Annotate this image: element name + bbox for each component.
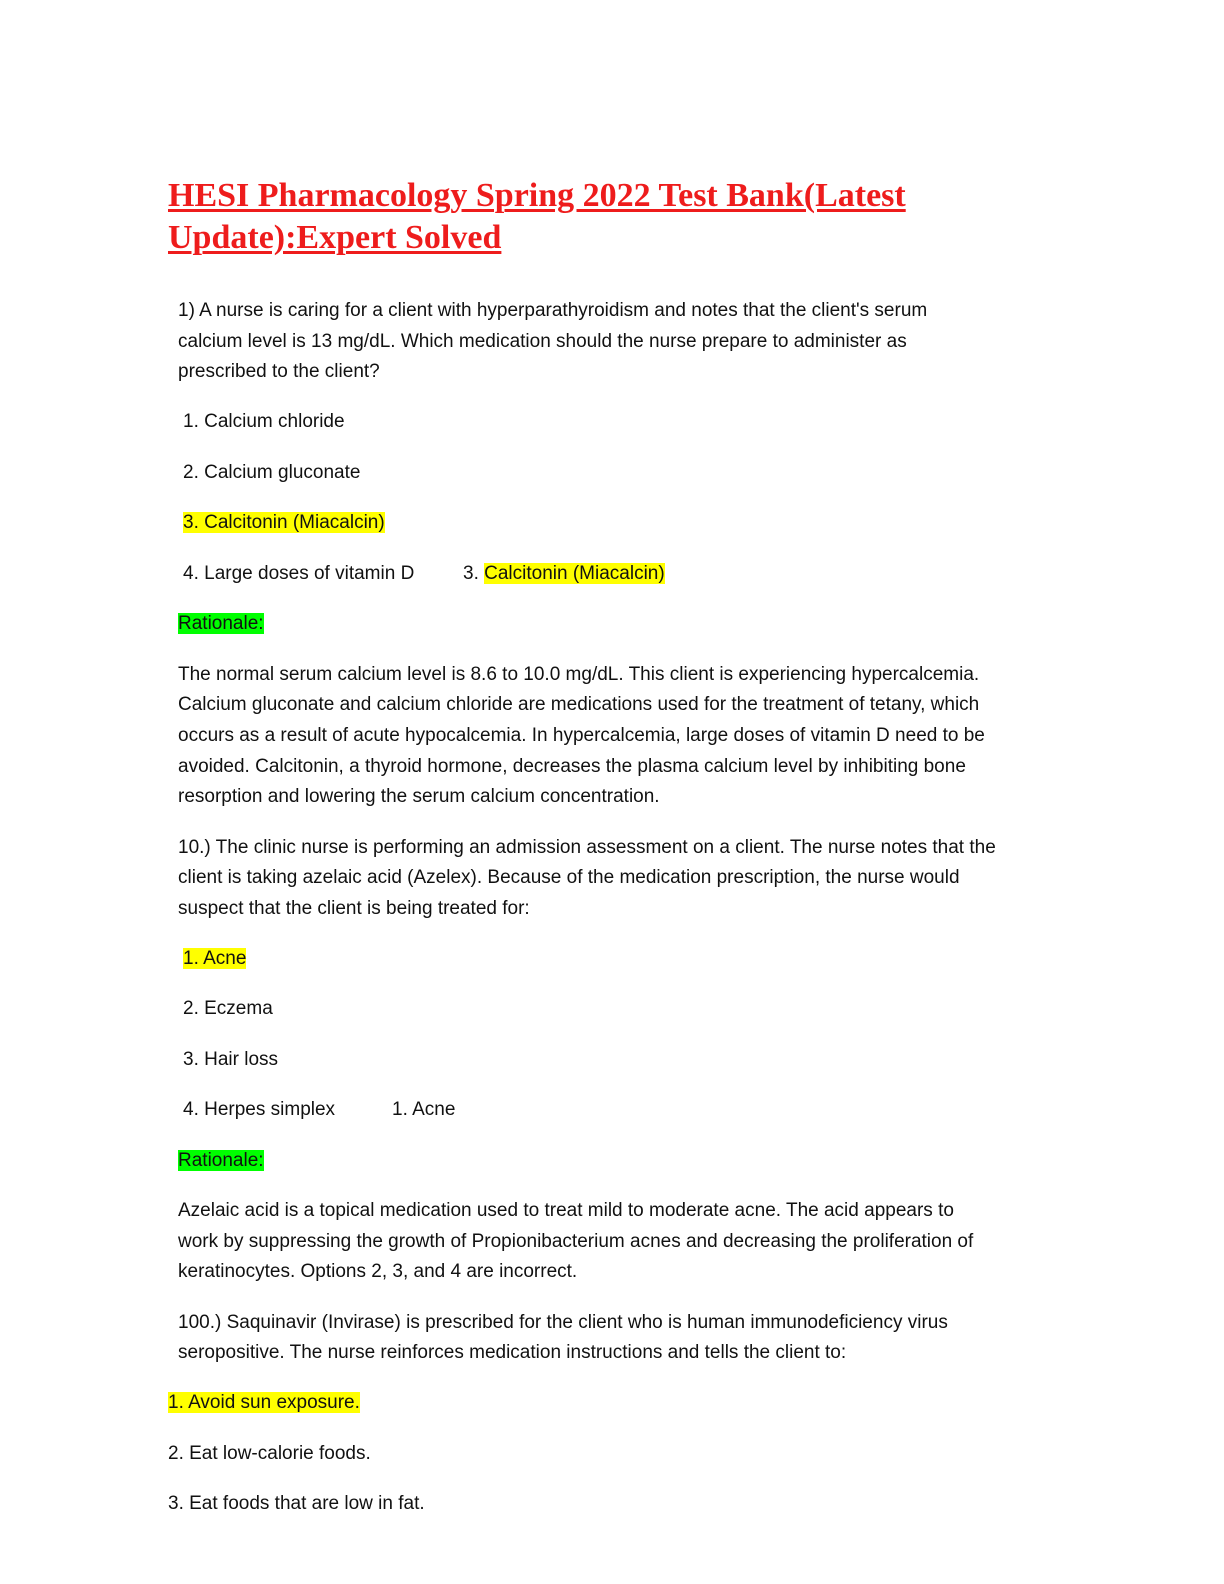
q1-stem-line-3: prescribed to the client? (178, 361, 380, 382)
q100-option-1-highlight: 1. Avoid sun exposure. (168, 1392, 360, 1413)
q10-rationale-line-1: Azelaic acid is a topical medication used to treat mild to moderate acne. The acid appears to (178, 1200, 954, 1221)
q1-rationale-line-5: resorption and lowering the serum calcium concentration. (178, 786, 660, 807)
q10-rationale-label (178, 1146, 264, 1177)
q10-answer: 1. Acne (392, 1099, 456, 1120)
q10-option-1-highlight: 1. Acne (183, 948, 247, 969)
q10-option-1 (183, 944, 246, 975)
q1-rationale-line-1: The normal serum calcium level is 8.6 to 10.0 mg/dL. This client is experiencing hypercalcemia. (178, 664, 980, 685)
q1-stem-line-1: 1) A nurse is caring for a client with hyperparathyroidism and notes that the client's serum (178, 300, 928, 321)
q1-option-4: 4. Large doses of vitamin D (183, 563, 415, 584)
title-line-2: Update):Expert Solved (168, 219, 502, 256)
q10-option-4: 4. Herpes simplex (183, 1099, 336, 1120)
document-title (168, 175, 1068, 259)
q10-stem-line-2: client is taking azelaic acid (Azelex). Because of the medication prescription, the nurse would (178, 867, 960, 888)
q1-rationale-line-3: occurs as a result of acute hypocalcemia. In hypercalcemia, large doses of vitamin D need to be (178, 725, 985, 746)
q10-rationale-label-highlight: Rationale: (178, 1150, 264, 1171)
q100-stem-line-1: 100.) Saquinavir (Invirase) is prescribed for the client who is human immunodeficiency virus (178, 1312, 948, 1333)
q1-option-3-highlight: 3. Calcitonin (Miacalcin) (183, 512, 385, 533)
q1-answer-prefix: 3. (463, 563, 485, 584)
q100-option-3: 3. Eat foods that are low in fat. (168, 1493, 425, 1514)
q1-rationale-label-highlight: Rationale: (178, 613, 264, 634)
q1-option-3 (183, 508, 385, 539)
q1-stem-line-2: calcium level is 13 mg/dL. Which medication should the nurse prepare to administer as (178, 331, 907, 352)
q1-option-1: 1. Calcium chloride (183, 411, 345, 432)
q1-rationale-line-4: avoided. Calcitonin, a thyroid hormone, decreases the plasma calcium level by inhibiting bone (178, 756, 966, 777)
title-line-1: HESI Pharmacology Spring 2022 Test Bank(Latest (168, 177, 906, 214)
q100-option-2: 2. Eat low-calorie foods. (168, 1443, 371, 1464)
q10-rationale-line-2: work by suppressing the growth of Propionibacterium acnes and decreasing the proliferation of (178, 1231, 974, 1252)
q1-answer (463, 559, 665, 590)
q10-option-2: 2. Eczema (183, 998, 273, 1019)
q10-stem-line-3: suspect that the client is being treated for: (178, 898, 530, 919)
q1-rationale-label (178, 609, 264, 640)
q10-stem-line-1: 10.) The clinic nurse is performing an admission assessment on a client. The nurse notes that the (178, 837, 996, 858)
q10-option-3: 3. Hair loss (183, 1049, 279, 1070)
q1-rationale-line-2: Calcium gluconate and calcium chloride are medications used for the treatment of tetany, which (178, 694, 980, 715)
q100-stem-line-2: seropositive. The nurse reinforces medication instructions and tells the client to: (178, 1342, 847, 1363)
q1-answer-highlight: Calcitonin (Miacalcin) (484, 563, 665, 584)
q1-option-2: 2. Calcium gluconate (183, 462, 361, 483)
q10-rationale-line-3: keratinocytes. Options 2, 3, and 4 are incorrect. (178, 1261, 578, 1282)
q100-option-1 (168, 1388, 360, 1419)
